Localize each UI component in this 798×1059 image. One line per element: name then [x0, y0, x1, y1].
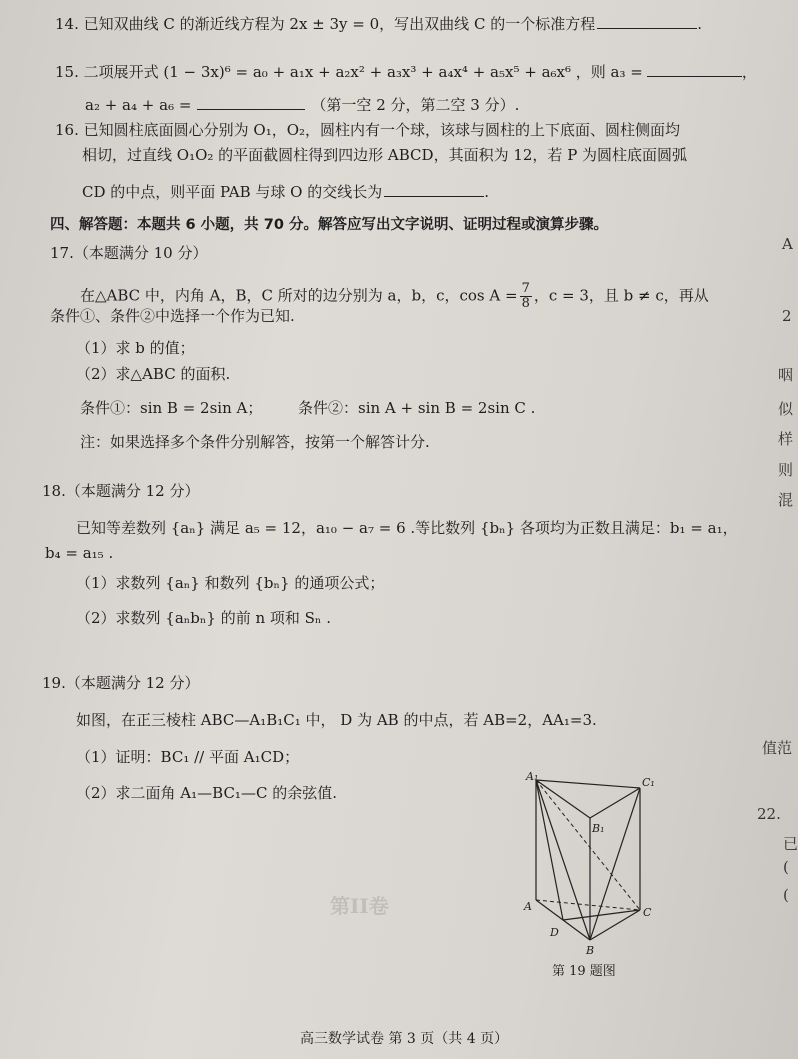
q15-line1-text: 15. 二项展开式 (1 − 3x)⁶ = a₀ + a₁x + a₂x² + a₃x³ + a₄x⁴ + a₅x⁵ + a₆x⁶ ，则 a₃ =	[55, 63, 643, 81]
prism-figure	[518, 770, 668, 980]
edge-b1c1	[590, 788, 640, 818]
edge-char: (	[783, 858, 789, 876]
q17-part1: （1）求 b 的值；	[76, 339, 195, 357]
question-14: 14. 已知双曲线 C 的渐近线方程为 2x ± 3y = 0，写出双曲线 C 的一个标准方程 .	[55, 12, 702, 34]
answer-blank	[597, 12, 697, 29]
q17-condition2: 条件②：sin A + sin B = 2sin C .	[298, 399, 536, 417]
q14-text: 14. 已知双曲线 C 的渐近线方程为 2x ± 3y = 0，写出双曲线 C 的一个标准方程	[55, 15, 596, 33]
edge-char: 已	[783, 835, 798, 853]
question-16-line2	[82, 145, 687, 165]
label-c: C	[643, 906, 652, 919]
label-c1: C₁	[642, 776, 655, 789]
edge-a1b1	[536, 780, 590, 818]
q16-line3-text: CD 的中点，则平面 PAB 与球 O 的交线长为	[82, 183, 383, 201]
q19-part1: （1）证明：BC₁ // 平面 A₁CD；	[76, 748, 300, 766]
edge-char: A	[782, 235, 793, 253]
answer-blank	[197, 93, 305, 110]
figure-caption: 第 19 题图	[552, 964, 616, 979]
q19-part2: （2）求二面角 A₁—BC₁—C 的余弦值.	[76, 784, 337, 802]
fraction-denominator: 8	[521, 296, 530, 311]
question-15-line1: 15. 二项展开式 (1 − 3x)⁶ = a₀ + a₁x + a₂x² + a₃x³ + a₄x⁴ + a₅x⁵ + a₆x⁶ ，则 a₃ = ，	[55, 60, 757, 82]
edge-char: 样	[778, 430, 794, 448]
edge-a1c-hidden	[536, 780, 640, 910]
q17-part2: （2）求△ABC 的面积.	[76, 365, 231, 383]
q15-line2-text: a₂ + a₄ + a₆ =	[85, 96, 192, 114]
prism-diagram	[518, 770, 668, 960]
q16-line1-text: 16. 已知圆柱底面圆心分别为 O₁，O₂，圆柱内有一个球，该球与圆柱的上下底面、圆柱侧面均	[55, 121, 681, 139]
q17-note: 注：如果选择多个条件分别解答，按第一个解答计分.	[80, 433, 430, 451]
edge-dc	[563, 910, 640, 920]
q16-line2-text: 相切，过直线 O₁O₂ 的平面截圆柱得到四边形 ABCD，其面积为 12，若 P 为圆柱底面圆弧	[82, 146, 688, 164]
edge-char: 2	[782, 307, 792, 325]
edge-char: 咽	[778, 366, 794, 384]
page-footer: 高三数学试卷 第 3 页（共 4 页）	[300, 1031, 509, 1047]
label-b: B	[586, 944, 595, 957]
edge-char: 混	[778, 491, 794, 509]
edge-a1b	[536, 780, 590, 940]
q17-line2: 条件①、条件②中选择一个作为已知.	[50, 307, 295, 325]
q19-line1: 如图，在正三棱柱 ABC—A₁B₁C₁ 中， D 为 AB 的中点，若 AB=2，AA₁=3.	[76, 711, 597, 729]
edge-char: (	[783, 886, 789, 904]
q17-heading: 17.（本题满分 10 分）	[50, 244, 208, 262]
edge-char: 值范	[762, 739, 793, 757]
q18-heading: 18.（本题满分 12 分）	[42, 482, 200, 500]
question-16-line1	[55, 120, 680, 140]
label-d: D	[550, 926, 559, 939]
q17-line1-tail: ，c = 3，且 b ≠ c，再从	[533, 286, 709, 305]
edge-char: 则	[778, 461, 794, 479]
label-b1: B₁	[592, 822, 605, 835]
edge-char: 似	[778, 400, 794, 418]
edge-a1c1	[536, 780, 640, 788]
q18-line2: b₄ = a₁₅ .	[45, 544, 114, 562]
label-a: A	[524, 900, 532, 913]
question-15-line2	[85, 93, 519, 115]
fraction-7-8	[520, 282, 532, 311]
edge-bc	[590, 910, 640, 940]
edge-a1d	[536, 780, 563, 920]
q19-heading: 19.（本题满分 12 分）	[42, 674, 200, 692]
answer-blank	[647, 60, 742, 77]
answer-blank	[384, 180, 484, 197]
q17-line1-text: 在△ABC 中，内角 A，B，C 所对的边分别为 a，b，c，cos A =	[80, 286, 518, 305]
q18-part1: （1）求数列 {aₙ} 和数列 {bₙ} 的通项公式；	[76, 574, 385, 592]
q15-score-note: （第一空 2 分，第二空 3 分）.	[311, 96, 520, 114]
edge-bc1	[590, 788, 640, 940]
edge-ac-hidden	[536, 900, 640, 910]
edge-char: 22.	[757, 805, 781, 823]
section-heading: 四、解答题：本题共 6 小题，共 70 分。解答应写出文字说明、证明过程或演算步骤。	[50, 217, 608, 233]
label-a1: A₁	[526, 770, 539, 783]
bleed-through-text: 第II卷	[330, 894, 389, 918]
q18-part2: （2）求数列 {aₙbₙ} 的前 n 项和 Sₙ .	[76, 609, 331, 627]
question-16-line3: CD 的中点，则平面 PAB 与球 O 的交线长为 .	[82, 180, 489, 202]
fraction-numerator: 7	[521, 281, 530, 296]
q17-condition1: 条件①：sin B = 2sin A；	[80, 399, 263, 417]
q18-line1: 已知等差数列 {aₙ} 满足 a₅ = 12，a₁₀ − a₇ = 6 .等比数列 {bₙ} 各项均为正数且满足：b₁ = a₁，	[76, 519, 738, 537]
